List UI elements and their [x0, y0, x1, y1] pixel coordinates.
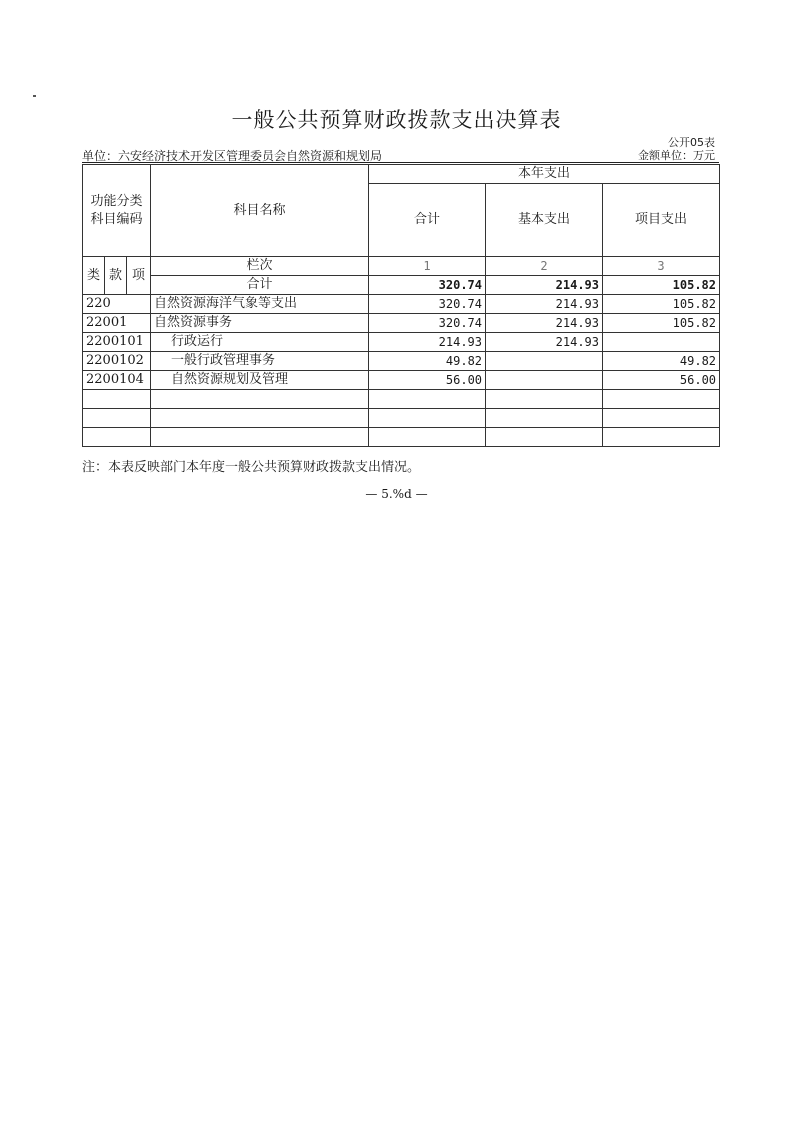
- header-project: 项目支出: [603, 184, 720, 257]
- row-code: 2200104: [83, 371, 151, 390]
- row-project: 56.00: [603, 371, 720, 390]
- header-col3: 3: [603, 257, 720, 276]
- row-name: 自然资源事务: [151, 314, 369, 333]
- amount-unit-label: 金额单位：万元: [638, 149, 715, 162]
- unit-label: 单位：六安经济技术开发区管理委员会自然资源和规划局: [82, 149, 383, 163]
- table-row: [83, 352, 720, 371]
- header-func-code: 功能分类科目编码: [83, 165, 151, 257]
- sum-project: 105.82: [603, 276, 720, 295]
- sum-total: 320.74: [369, 276, 486, 295]
- row-code: [83, 390, 151, 409]
- row-project: 105.82: [603, 314, 720, 333]
- row-name: 行政运行: [151, 333, 369, 352]
- table-row: [83, 314, 720, 333]
- row-basic: [486, 390, 603, 409]
- row-name: [151, 428, 369, 447]
- row-basic: 214.93: [486, 295, 603, 314]
- row-basic: [486, 428, 603, 447]
- row-code: [83, 409, 151, 428]
- row-name: 自然资源海洋气象等支出: [151, 295, 369, 314]
- top-rule: [82, 162, 719, 163]
- row-code: 2200102: [83, 352, 151, 371]
- row-project: 49.82: [603, 352, 720, 371]
- budget-table: [82, 164, 720, 447]
- scan-mark: [33, 95, 36, 97]
- page-title: 一般公共预算财政拨款支出决算表: [231, 108, 562, 132]
- row-total: 56.00: [369, 371, 486, 390]
- header-col2: 2: [486, 257, 603, 276]
- row-name: 自然资源规划及管理: [151, 371, 369, 390]
- row-basic: [486, 409, 603, 428]
- row-project: [603, 428, 720, 447]
- row-total: 320.74: [369, 295, 486, 314]
- row-project: 105.82: [603, 295, 720, 314]
- header-basic: 基本支出: [486, 184, 603, 257]
- row-code: 220: [83, 295, 151, 314]
- table-row-empty: [83, 390, 720, 409]
- header-lei: 类: [83, 257, 105, 295]
- table-row: [83, 333, 720, 352]
- row-total: [369, 390, 486, 409]
- row-total: 320.74: [369, 314, 486, 333]
- row-total: 49.82: [369, 352, 486, 371]
- row-name: 一般行政管理事务: [151, 352, 369, 371]
- header-col1: 1: [369, 257, 486, 276]
- table-row: [83, 295, 720, 314]
- row-project: [603, 333, 720, 352]
- sum-label: 合计: [151, 276, 369, 295]
- page-number: — 5.%d —: [365, 487, 428, 501]
- header-xiang: 项: [127, 257, 151, 295]
- header-kuan: 款: [105, 257, 127, 295]
- table-row-empty: [83, 409, 720, 428]
- row-basic: 214.93: [486, 333, 603, 352]
- row-basic: [486, 352, 603, 371]
- row-code: [83, 428, 151, 447]
- footnote: 注：本表反映部门本年度一般公共预算财政拨款支出情况。: [82, 460, 421, 475]
- row-total: [369, 428, 486, 447]
- table-row-empty: [83, 428, 720, 447]
- row-code: 22001: [83, 314, 151, 333]
- header-current-year: 本年支出: [369, 165, 720, 184]
- row-total: 214.93: [369, 333, 486, 352]
- sum-basic: 214.93: [486, 276, 603, 295]
- form-code: 公开05表: [668, 136, 715, 149]
- header-subject-name: 科目名称: [151, 165, 369, 257]
- row-basic: [486, 371, 603, 390]
- row-name: [151, 409, 369, 428]
- row-code: 2200101: [83, 333, 151, 352]
- table-row: [83, 371, 720, 390]
- row-project: [603, 390, 720, 409]
- header-lanci: 栏次: [151, 257, 369, 276]
- row-name: [151, 390, 369, 409]
- row-total: [369, 409, 486, 428]
- row-basic: 214.93: [486, 314, 603, 333]
- header-total: 合计: [369, 184, 486, 257]
- row-project: [603, 409, 720, 428]
